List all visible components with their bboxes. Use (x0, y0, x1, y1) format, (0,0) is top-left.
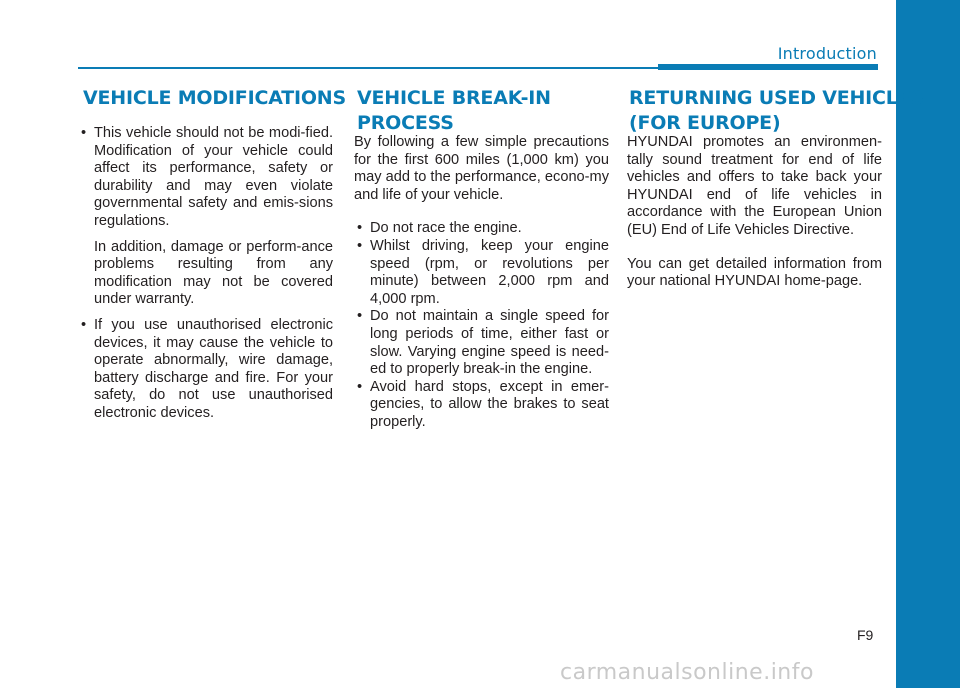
modification-list (78, 125, 333, 231)
bullet-text: Do not race the engine. (370, 220, 522, 237)
page-number: F9 (857, 627, 874, 643)
column-vehicle-modifications (78, 125, 333, 423)
header-rule-thin (78, 67, 658, 69)
heading-line-2: PROCESS (357, 112, 454, 134)
heading-break-in-process (357, 86, 551, 136)
list-item (354, 308, 609, 378)
section-title: Introduction (777, 44, 877, 63)
column-break-in-process (354, 134, 609, 432)
list-item (78, 317, 333, 423)
bullet-text: If you use unauthorised electronic devices, it may cause the vehicle to operate abnormally, wire damage, battery discharge and fire. For your safety, do not use unauthorised electronic devices. (94, 316, 333, 421)
returning-paragraph-2: You can get detailed information from your national HYUNDAI home-page. (627, 255, 882, 290)
heading-line-1: RETURNING USED VEHICLES (629, 87, 924, 109)
list-item (354, 220, 609, 238)
watermark: carmanualsonline.info (560, 660, 814, 685)
column-returning-used-vehicles (627, 134, 882, 291)
header-rule-thick (658, 64, 878, 70)
break-in-list (354, 220, 609, 431)
heading-line-1: VEHICLE BREAK-IN (357, 87, 551, 109)
list-item (78, 125, 333, 231)
heading-line-2: (FOR EUROPE) (629, 112, 781, 134)
bullet-continuation: In addition, damage or perform-ance problems resulting from any modification may not be covered under warranty. (94, 238, 333, 308)
list-item (354, 379, 609, 432)
bullet-text: Do not maintain a single speed for long periods of time, either fast or slow. Varying engine speed is need-ed to properly break-in the engine. (370, 308, 609, 378)
heading-vehicle-modifications: VEHICLE MODIFICATIONS (83, 87, 346, 109)
heading-returning-used-vehicles (629, 86, 924, 136)
break-in-intro: By following a few simple precautions for the first 600 miles (1,000 km) you may add to the performance, econo-my and life of your vehicle. (354, 134, 609, 203)
list-item (354, 238, 609, 308)
bullet-text: This vehicle should not be modi-fied. Modification of your vehicle could affect its performance, safety or durability and may even violate governmental safety and emis-sions regulations. (94, 125, 333, 229)
modification-list-2 (78, 317, 333, 423)
bullet-text: Whilst driving, keep your engine speed (rpm, or revolutions per minute) between 2,000 rpm and 4,000 rpm. (370, 237, 609, 307)
bullet-text: Avoid hard stops, except in emer-gencies, to allow the brakes to seat properly. (370, 378, 609, 430)
returning-paragraph-1: HYUNDAI promotes an environmen-tally sound treatment for end of life vehicles and offers to take back your HYUNDAI end of life vehicles in accordance with the European Union (EU) End of Life Vehicles Directive. (627, 134, 882, 238)
